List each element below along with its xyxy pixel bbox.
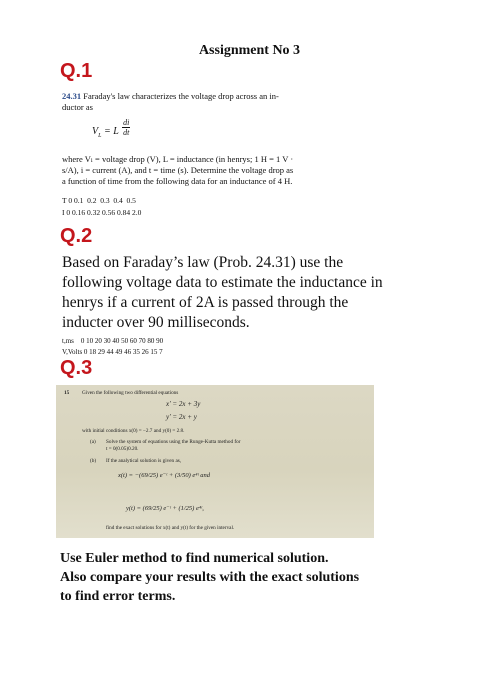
q2-line-2: following voltage data to estimate the inductance in [62, 274, 383, 291]
q1-where-1: where Vₗ = voltage drop (V), L = inductance (in henrys; 1 H = 1 V · [62, 154, 294, 164]
q3-eq2: y′ = 2x + y [166, 413, 197, 421]
q3-problem-number: 15 [64, 390, 70, 396]
q1-where-2: s/A), i = current (A), and t = time (s). Determine the voltage drop as [62, 165, 294, 175]
q3-eq1: x′ = 2x + 3y [166, 400, 201, 408]
final-instructions [60, 549, 490, 606]
q3-scanned-problem [56, 385, 374, 538]
q2-line-3: henrys if a current of 2A is passed through the [62, 294, 349, 311]
q2-label: Q.2 [60, 225, 93, 247]
q3-part-a-2: t = 0(0.05)0.20. [106, 446, 139, 452]
q1-problem-number: 24.31 [62, 91, 82, 101]
q1-data-i: I 0 0.16 0.32 0.56 0.84 2.0 [62, 208, 142, 217]
q1-intro [62, 91, 362, 102]
q1-eq-num: di [123, 118, 130, 127]
q1-intro-text: Faraday's law characterizes the voltage drop across an in- [83, 91, 279, 101]
q2-line-1: Based on Faraday’s law (Prob. 24.31) use the [62, 254, 344, 271]
q3-part-b-label: (b) [90, 458, 97, 464]
final-line-3: to find error terms. [60, 589, 176, 604]
q3-sol-y: y(t) = (69/25) e⁻ᵗ + (1/25) e⁴ᵗ, [126, 505, 204, 512]
q1-eq-den: dt [123, 128, 130, 137]
final-line-1: Use Euler method to find numerical solution. [60, 551, 329, 566]
q3-part-a-1: Solve the system of equations using the Runge-Kutta method for [106, 439, 241, 445]
q1-where-3: a function of time from the following data for an inductance of 4 H. [62, 176, 293, 186]
q2-text [62, 253, 492, 333]
page-title: Assignment No 3 [198, 43, 301, 58]
q2-data-v: V,Volts 0 18 29 44 49 46 35 26 15 7 [62, 348, 163, 356]
q1-label: Q.1 [60, 60, 93, 82]
q3-sol-x: x(t) = −(69/25) e⁻ᵗ + (3/50) e⁴ᵗ and [118, 472, 210, 479]
q2-data-t: t,ms 0 10 20 30 40 50 60 70 80 90 [62, 337, 164, 345]
q3-given: Given the following two differential equations [82, 390, 179, 396]
q3-label: Q.3 [60, 357, 93, 379]
q3-part-a-label: (a) [90, 439, 96, 445]
final-line-2: Also compare your results with the exact solutions [60, 570, 360, 585]
q1-intro-line2: ductor as [62, 102, 93, 112]
q1-eq-equals: = L [103, 126, 119, 137]
q1-data-t: T 0 0.1 0.2 0.3 0.4 0.5 [62, 196, 136, 205]
q1-eq-sub: L [98, 133, 102, 139]
q2-line-4: inducter over 90 milliseconds. [62, 314, 250, 331]
q3-initial: with initial conditions x(0) = −2.7 and y(0) = 2.8. [82, 428, 185, 434]
q3-part-b: If the analytical solution is given as, [106, 458, 182, 464]
q1-equation [92, 118, 130, 137]
q1-eq-lhs: V [92, 126, 99, 137]
q3-find: find the exact solutions for x(t) and y(t) for the given interval. [106, 525, 235, 531]
